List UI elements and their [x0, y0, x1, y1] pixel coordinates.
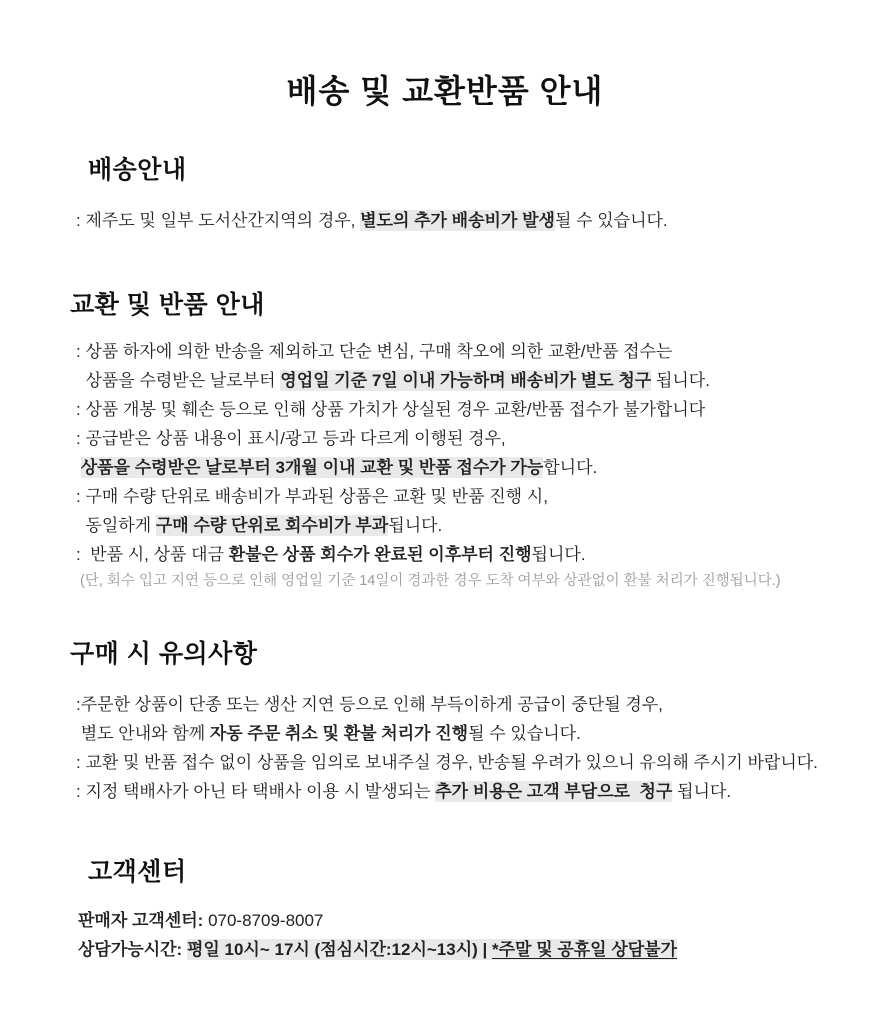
text-segment: 됩니다. — [531, 545, 586, 564]
text-segment: 동일하게 — [76, 516, 156, 535]
text-line — [76, 482, 860, 511]
section-body — [70, 690, 860, 806]
text-segment: : 반품 시, 상품 대금 — [76, 545, 229, 564]
text-line — [76, 337, 860, 366]
highlighted-text: 상품을 수령받은 날로부터 3개월 이내 교환 및 반품 접수가 가능 — [80, 458, 544, 477]
text-line — [76, 719, 860, 748]
section-shipping-info — [70, 150, 860, 235]
text-segment: : 교환 및 반품 접수 없이 상품을 임의로 보내주실 경우, 반송될 우려가 있으니 유의해 주시기 바랍니다. — [76, 753, 818, 772]
highlighted-text: 평일 10시~ 17시 (점심시간:12시~13시) | — [186, 940, 493, 959]
section-heading: 배송안내 — [88, 156, 187, 184]
bold-text: 판매자 고객센터: — [78, 911, 204, 930]
text-line — [76, 366, 860, 395]
text-segment: 상품을 수령받은 날로부터 — [76, 371, 281, 390]
highlighted-text: 별도의 추가 배송비가 발생 — [360, 211, 555, 230]
section-body — [70, 206, 860, 235]
text-segment: : 공급받은 상품 내용이 표시/광고 등과 다르게 이행된 경우, — [76, 429, 506, 448]
text-segment: (단, 회수 입고 지연 등으로 인해 영업일 기준 14일이 경과한 경우 도착 여부와 상관없이 환불 처리가 진행됩니다.) — [76, 573, 781, 589]
bold-text: 자동 주문 취소 및 환불 처리가 진행 — [209, 724, 469, 743]
section-purchase-notes — [70, 634, 860, 806]
text-segment: 합니다. — [543, 458, 598, 477]
text-line — [76, 511, 860, 540]
text-segment: 됩니다. — [651, 371, 710, 390]
section-heading: 고객센터 — [88, 858, 187, 886]
highlighted-text: 구매 수량 단위로 회수비가 부과 — [155, 516, 389, 535]
text-line — [76, 748, 860, 777]
text-segment: 될 수 있습니다. — [554, 211, 668, 230]
text-segment: 별도 안내와 함께 — [76, 724, 210, 743]
text-segment: :주문한 상품이 단종 또는 생산 지연 등으로 인해 부득이하게 공급이 중단될 경우, — [76, 695, 663, 714]
text-line — [76, 424, 860, 453]
text-line — [76, 540, 860, 569]
highlighted-underlined-text: *주말 및 공휴일 상담불가 — [492, 940, 678, 959]
section-exchange-return-info — [70, 285, 860, 594]
highlighted-text: 추가 비용은 고객 부담으로 청구 — [435, 782, 673, 801]
text-line — [76, 453, 860, 482]
text-segment: : 지정 택배사가 아닌 타 택배사 이용 시 발생되는 — [76, 782, 436, 801]
highlighted-text: 영업일 기준 7일 이내 가능하며 배송비가 별도 청구 — [280, 371, 652, 390]
section-heading: 구매 시 유의사항 — [70, 640, 258, 668]
section-body — [70, 337, 860, 594]
bold-text: 상담가능시간: — [78, 940, 183, 959]
text-segment: 될 수 있습니다. — [468, 724, 581, 743]
bold-text: 환불은 상품 회수가 완료된 이후부터 진행 — [228, 545, 532, 564]
section-heading: 교환 및 반품 안내 — [70, 291, 265, 319]
text-segment: 됩니다. — [388, 516, 443, 535]
section-body — [70, 906, 860, 964]
text-line — [76, 395, 860, 424]
text-line — [78, 935, 860, 964]
section-customer-center — [70, 852, 860, 964]
text-line — [76, 690, 860, 719]
text-line — [76, 206, 860, 235]
text-line — [78, 906, 860, 935]
text-segment: : 상품 하자에 의한 반송을 제외하고 단순 변심, 구매 착오에 의한 교환/반품 접수는 — [76, 342, 673, 361]
text-segment: : 구매 수량 단위로 배송비가 부과된 상품은 교환 및 반품 진행 시, — [76, 487, 548, 506]
note-line — [76, 569, 860, 594]
text-segment: 됩니다. — [672, 782, 732, 801]
text-segment: : 상품 개봉 및 훼손 등으로 인해 상품 가치가 상실된 경우 교환/반품 접수가 불가합니다 — [76, 400, 706, 419]
text-segment: : 제주도 및 일부 도서산간지역의 경우, — [76, 211, 361, 230]
page-title: 배송 및 교환반품 안내 — [286, 73, 604, 109]
text-line — [76, 777, 860, 806]
text-segment: 070-8709-8007 — [203, 911, 324, 930]
